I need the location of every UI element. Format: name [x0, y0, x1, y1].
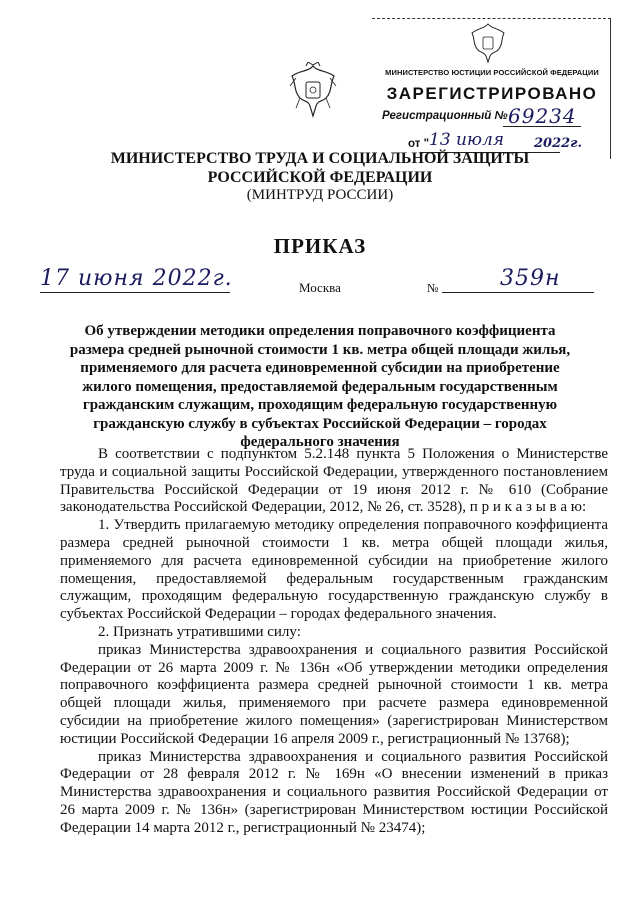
item-2a-paragraph: приказ Министерства здравоохранения и социального развития Российской Федерации от 26 марта 2009 г. № 136н «Об утверждении методики определения поправочного коэффициента размера средней рыночной стоимости 1 кв. метра общей площади жилья, применяемого при расчете размера единовременной субсидии на приобретение жилого помещения» (зарегистрирован Министерством юстиции Российской Федерации 16 апреля 2009 г., регистрационный № 13768); — [60, 641, 608, 747]
ministry-short-name: (МИНТРУД РОССИИ) — [246, 187, 394, 203]
order-date: 17 июня 2022г. — [40, 266, 233, 291]
stamp-number-underline — [503, 126, 581, 127]
stamp-reg-number-label: Регистрационный № — [382, 110, 508, 122]
item-1-paragraph: 1. Утвердить прилагаемую методику определения поправочного коэффициента размера средней рыночной стоимости 1 кв. метра общей площади жилья, применяемого для расчета единовременной субсидии на приобретение жилого помещения, предоставляемой федеральным государственным гражданским служащим, проходящим федеральную государственную гражданскую службу в субъектах Российской Федерации – городах федерального значения. — [60, 517, 608, 623]
stamp-reg-number: 69234 — [508, 104, 577, 128]
item-2-paragraph: 2. Признать утратившими силу: — [98, 623, 301, 640]
stamp-registered: ЗАРЕГИСТРИРОВАНО — [386, 84, 598, 103]
stamp-ministry: МИНИСТЕРСТВО ЮСТИЦИИ РОССИЙСКОЙ ФЕДЕРАЦИИ — [385, 68, 599, 77]
ministry-name-line2: РОССИЙСКОЙ ФЕДЕРАЦИИ — [207, 169, 433, 186]
order-number: 359н — [500, 266, 561, 291]
item-2b-paragraph: приказ Министерства здравоохранения и социального развития Российской Федерации от 28 февраля 2012 г. № 169н «О внесении изменений в приказ Министерства здравоохранения и социального развития Российской Федерации от 26 марта 2009 г. № 136н» (зарегистрирован Министерством юстиции Российской Федерации 14 марта 2012 г., регистрационный № 23474); — [60, 748, 608, 836]
order-subject: Об утверждении методики определения поправочного коэффициента размера средней рыночной стоимости 1 кв. метра общей площади жилья, применяемого для расчета единовременной субсидии на приобретение жилого помещения, предоставляемой федеральным государственным гражданским служащим, проходящим федеральную государственную гражданскую службу в субъектах Российской Федерации – городах федерального значения — [69, 323, 571, 450]
order-city: Москва — [299, 280, 341, 295]
stamp-date: 13 июля — [429, 130, 505, 150]
order-body — [60, 446, 608, 838]
coat-of-arms-emblem — [286, 62, 340, 120]
order-date-underline — [40, 292, 230, 293]
preamble-paragraph: В соответствии с подпунктом 5.2.148 пункта 5 Положения о Министерстве труда и социальной защиты Российской Федерации, утвержденного постановлением Правительства Российской Федерации от 19 июня 2012 г. № 610 (Собрание законодательства Российской Федерации, 2012, № 26, ст. 3528), п р и к а з ы в а ю: — [60, 446, 608, 516]
ministry-name-line1: МИНИСТЕРСТВО ТРУДА И СОЦИАЛЬНОЙ ЗАЩИТЫ — [110, 150, 530, 167]
stamp-date-label: от " — [408, 138, 430, 150]
stamp-emblem — [466, 22, 510, 64]
stamp-year: 2022г. — [534, 136, 583, 151]
order-title: ПРИКАЗ — [273, 234, 367, 258]
order-number-label: № — [427, 281, 439, 295]
order-number-underline — [442, 292, 594, 293]
